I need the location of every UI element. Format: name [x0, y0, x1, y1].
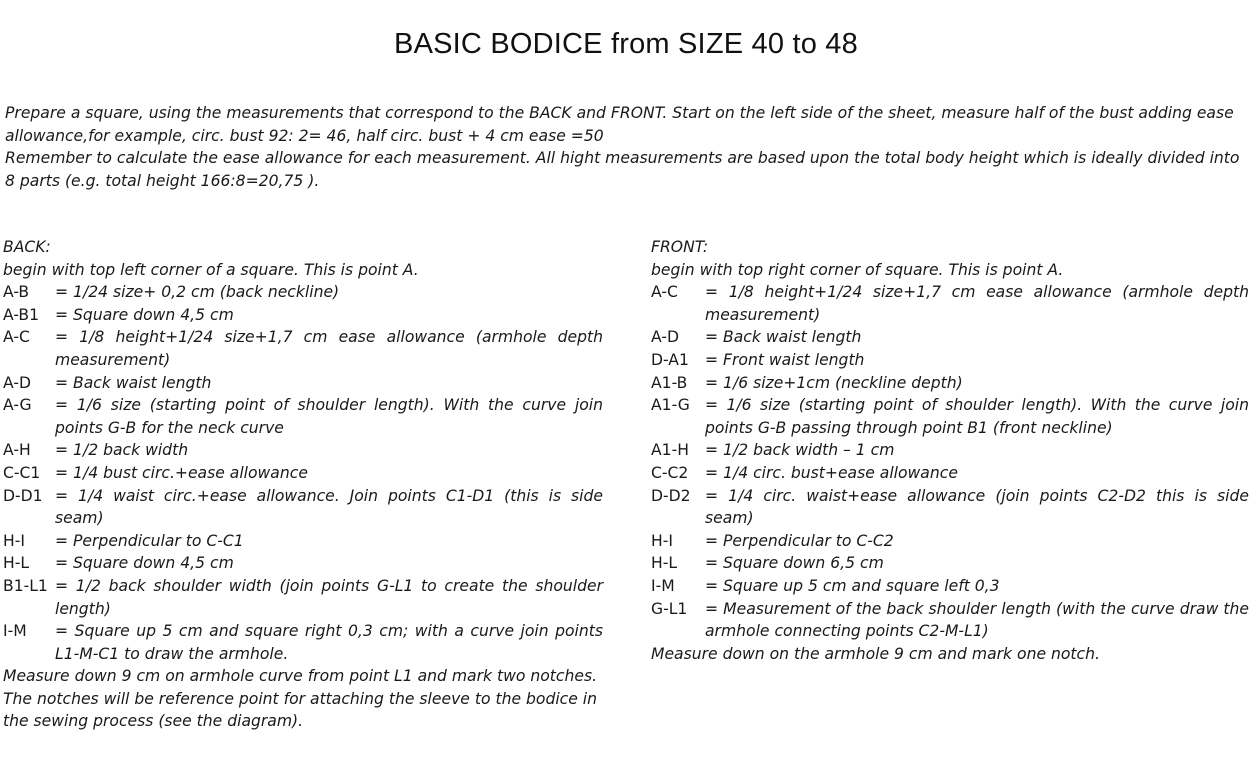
front-measurement-row	[651, 439, 1249, 462]
front-measurement-row	[651, 575, 1249, 598]
measurement-code: A-G	[3, 396, 32, 415]
measurement-code: A1-H	[651, 441, 689, 460]
intro-paragraph: Remember to calculate the ease allowance for each measurement. All hight measurements are based upon the total body height which is ideally divided into 8 parts (e.g. total height 166:8=20,75 ).	[5, 149, 1240, 190]
back-measurement-row	[3, 575, 603, 620]
measurement-description: = Measurement of the back shoulder length (with the curve draw the armhole connecting points C2-M-L1)	[705, 599, 1249, 641]
measurement-code: A-D	[3, 373, 31, 392]
front-heading: FRONT:	[651, 238, 709, 256]
front-measurement-list	[651, 281, 1249, 643]
front-measurement-row	[651, 394, 1249, 439]
front-lead: begin with top right corner of square. This is point A.	[651, 260, 1064, 279]
measurement-description: = Square down 6,5 cm	[705, 554, 884, 573]
measurement-description: = 1/24 size+ 0,2 cm (back neckline)	[55, 283, 340, 302]
back-measurement-row	[3, 620, 603, 665]
measurement-description: = Back waist length	[55, 373, 212, 392]
measurement-code: H-L	[651, 554, 678, 573]
measurement-description: = 1/2 back width – 1 cm	[705, 441, 895, 460]
back-section	[3, 236, 603, 733]
back-closing: Measure down 9 cm on armhole curve from point L1 and mark two notches. The notches will be reference point for attaching the sleeve to the bodice in the sewing process (see the diagram).	[3, 667, 598, 731]
measurement-description: = 1/2 back shoulder width (join points G-L1 to create the shoulder length)	[55, 576, 603, 618]
measurement-code: D-D2	[651, 486, 691, 505]
measurement-description: = 1/4 bust circ.+ease allowance	[55, 463, 308, 482]
back-measurement-row	[3, 394, 603, 439]
front-closing: Measure down on the armhole 9 cm and mark one notch.	[651, 644, 1100, 663]
back-measurement-list	[3, 281, 603, 665]
front-measurement-row	[651, 281, 1249, 326]
measurement-description: = 1/8 height+1/24 size+1,7 cm ease allowance (armhole depth measurement)	[55, 328, 603, 369]
measurement-code: H-L	[3, 554, 30, 573]
measurement-description: = Front waist length	[705, 350, 865, 369]
measurement-description: = 1/6 size (starting point of shoulder length). With the curve join points G-B passing through point B1 (front neckline)	[705, 396, 1249, 437]
measurement-code: B1-L1	[3, 576, 48, 595]
measurement-code: C-C1	[3, 463, 41, 482]
measurement-description: = Perpendicular to C-C2	[705, 531, 894, 550]
back-measurement-row	[3, 439, 603, 462]
front-measurement-row	[651, 485, 1249, 530]
intro-text	[5, 102, 1250, 192]
measurement-description: = Square up 5 cm and square left 0,3	[705, 576, 1000, 595]
measurement-description: = Square down 4,5 cm	[55, 305, 234, 324]
measurement-code: A-C	[651, 283, 678, 302]
back-heading: BACK:	[3, 238, 51, 256]
measurement-code: C-C2	[651, 463, 689, 482]
front-measurement-row	[651, 372, 1249, 395]
back-measurement-row	[3, 462, 603, 485]
measurement-description: = 1/6 size (starting point of shoulder length). With the curve join points G-B for the neck curve	[55, 396, 603, 437]
measurement-code: A-C	[3, 328, 30, 347]
measurement-description: = 1/8 height+1/24 size+1,7 cm ease allowance (armhole depth measurement)	[705, 283, 1249, 324]
back-lead: begin with top left corner of a square. This is point A.	[3, 260, 419, 279]
measurement-description: = 1/4 waist circ.+ease allowance. Join points C1-D1 (this is side seam)	[55, 486, 603, 528]
measurement-code: D-A1	[651, 350, 689, 369]
measurement-description: = 1/4 circ. waist+ease allowance (join points C2-D2 this is side seam)	[705, 486, 1249, 528]
measurement-description: = Perpendicular to C-C1	[55, 531, 244, 550]
measurement-description: = 1/4 circ. bust+ease allowance	[705, 463, 958, 482]
measurement-code: I-M	[3, 622, 27, 641]
measurement-code: I-M	[651, 576, 675, 595]
measurement-code: A-H	[3, 441, 31, 460]
measurement-description: = Back waist length	[705, 328, 862, 347]
front-measurement-row	[651, 530, 1249, 553]
measurement-code: H-I	[3, 531, 25, 550]
back-measurement-row	[3, 485, 603, 530]
front-measurement-row	[651, 326, 1249, 349]
back-measurement-row	[3, 530, 603, 553]
measurement-code: A1-G	[651, 396, 690, 415]
back-measurement-row	[3, 552, 603, 575]
measurement-code: A-B1	[3, 305, 40, 324]
back-measurement-row	[3, 372, 603, 395]
measurement-code: D-D1	[3, 486, 43, 505]
measurement-code: A1-B	[651, 373, 688, 392]
measurement-description: = 1/2 back width	[55, 441, 189, 460]
front-section	[651, 236, 1249, 665]
back-measurement-row	[3, 304, 603, 327]
measurement-description: = Square up 5 cm and square right 0,3 cm; with a curve join points L1-M-C1 to draw the armhole.	[55, 622, 603, 663]
measurement-code: G-L1	[651, 599, 688, 618]
measurement-description: = Square down 4,5 cm	[55, 554, 234, 573]
page-title: BASIC BODICE from SIZE 40 to 48	[394, 28, 858, 60]
front-measurement-row	[651, 552, 1249, 575]
measurement-code: A-B	[3, 283, 30, 302]
front-measurement-row	[651, 598, 1249, 643]
intro-paragraph: Prepare a square, using the measurements that correspond to the BACK and FRONT. Start on the left side of the sheet, measure half of the bust adding ease allowance,for example, circ. bust 92: 2= 46, half circ. bust + 4 cm ease =50	[5, 104, 1234, 145]
back-measurement-row	[3, 281, 603, 304]
measurement-description: = 1/6 size+1cm (neckline depth)	[705, 373, 963, 392]
measurement-code: A-D	[651, 328, 679, 347]
measurement-code: H-I	[651, 531, 673, 550]
back-measurement-row	[3, 326, 603, 371]
front-measurement-row	[651, 462, 1249, 485]
front-measurement-row	[651, 349, 1249, 372]
